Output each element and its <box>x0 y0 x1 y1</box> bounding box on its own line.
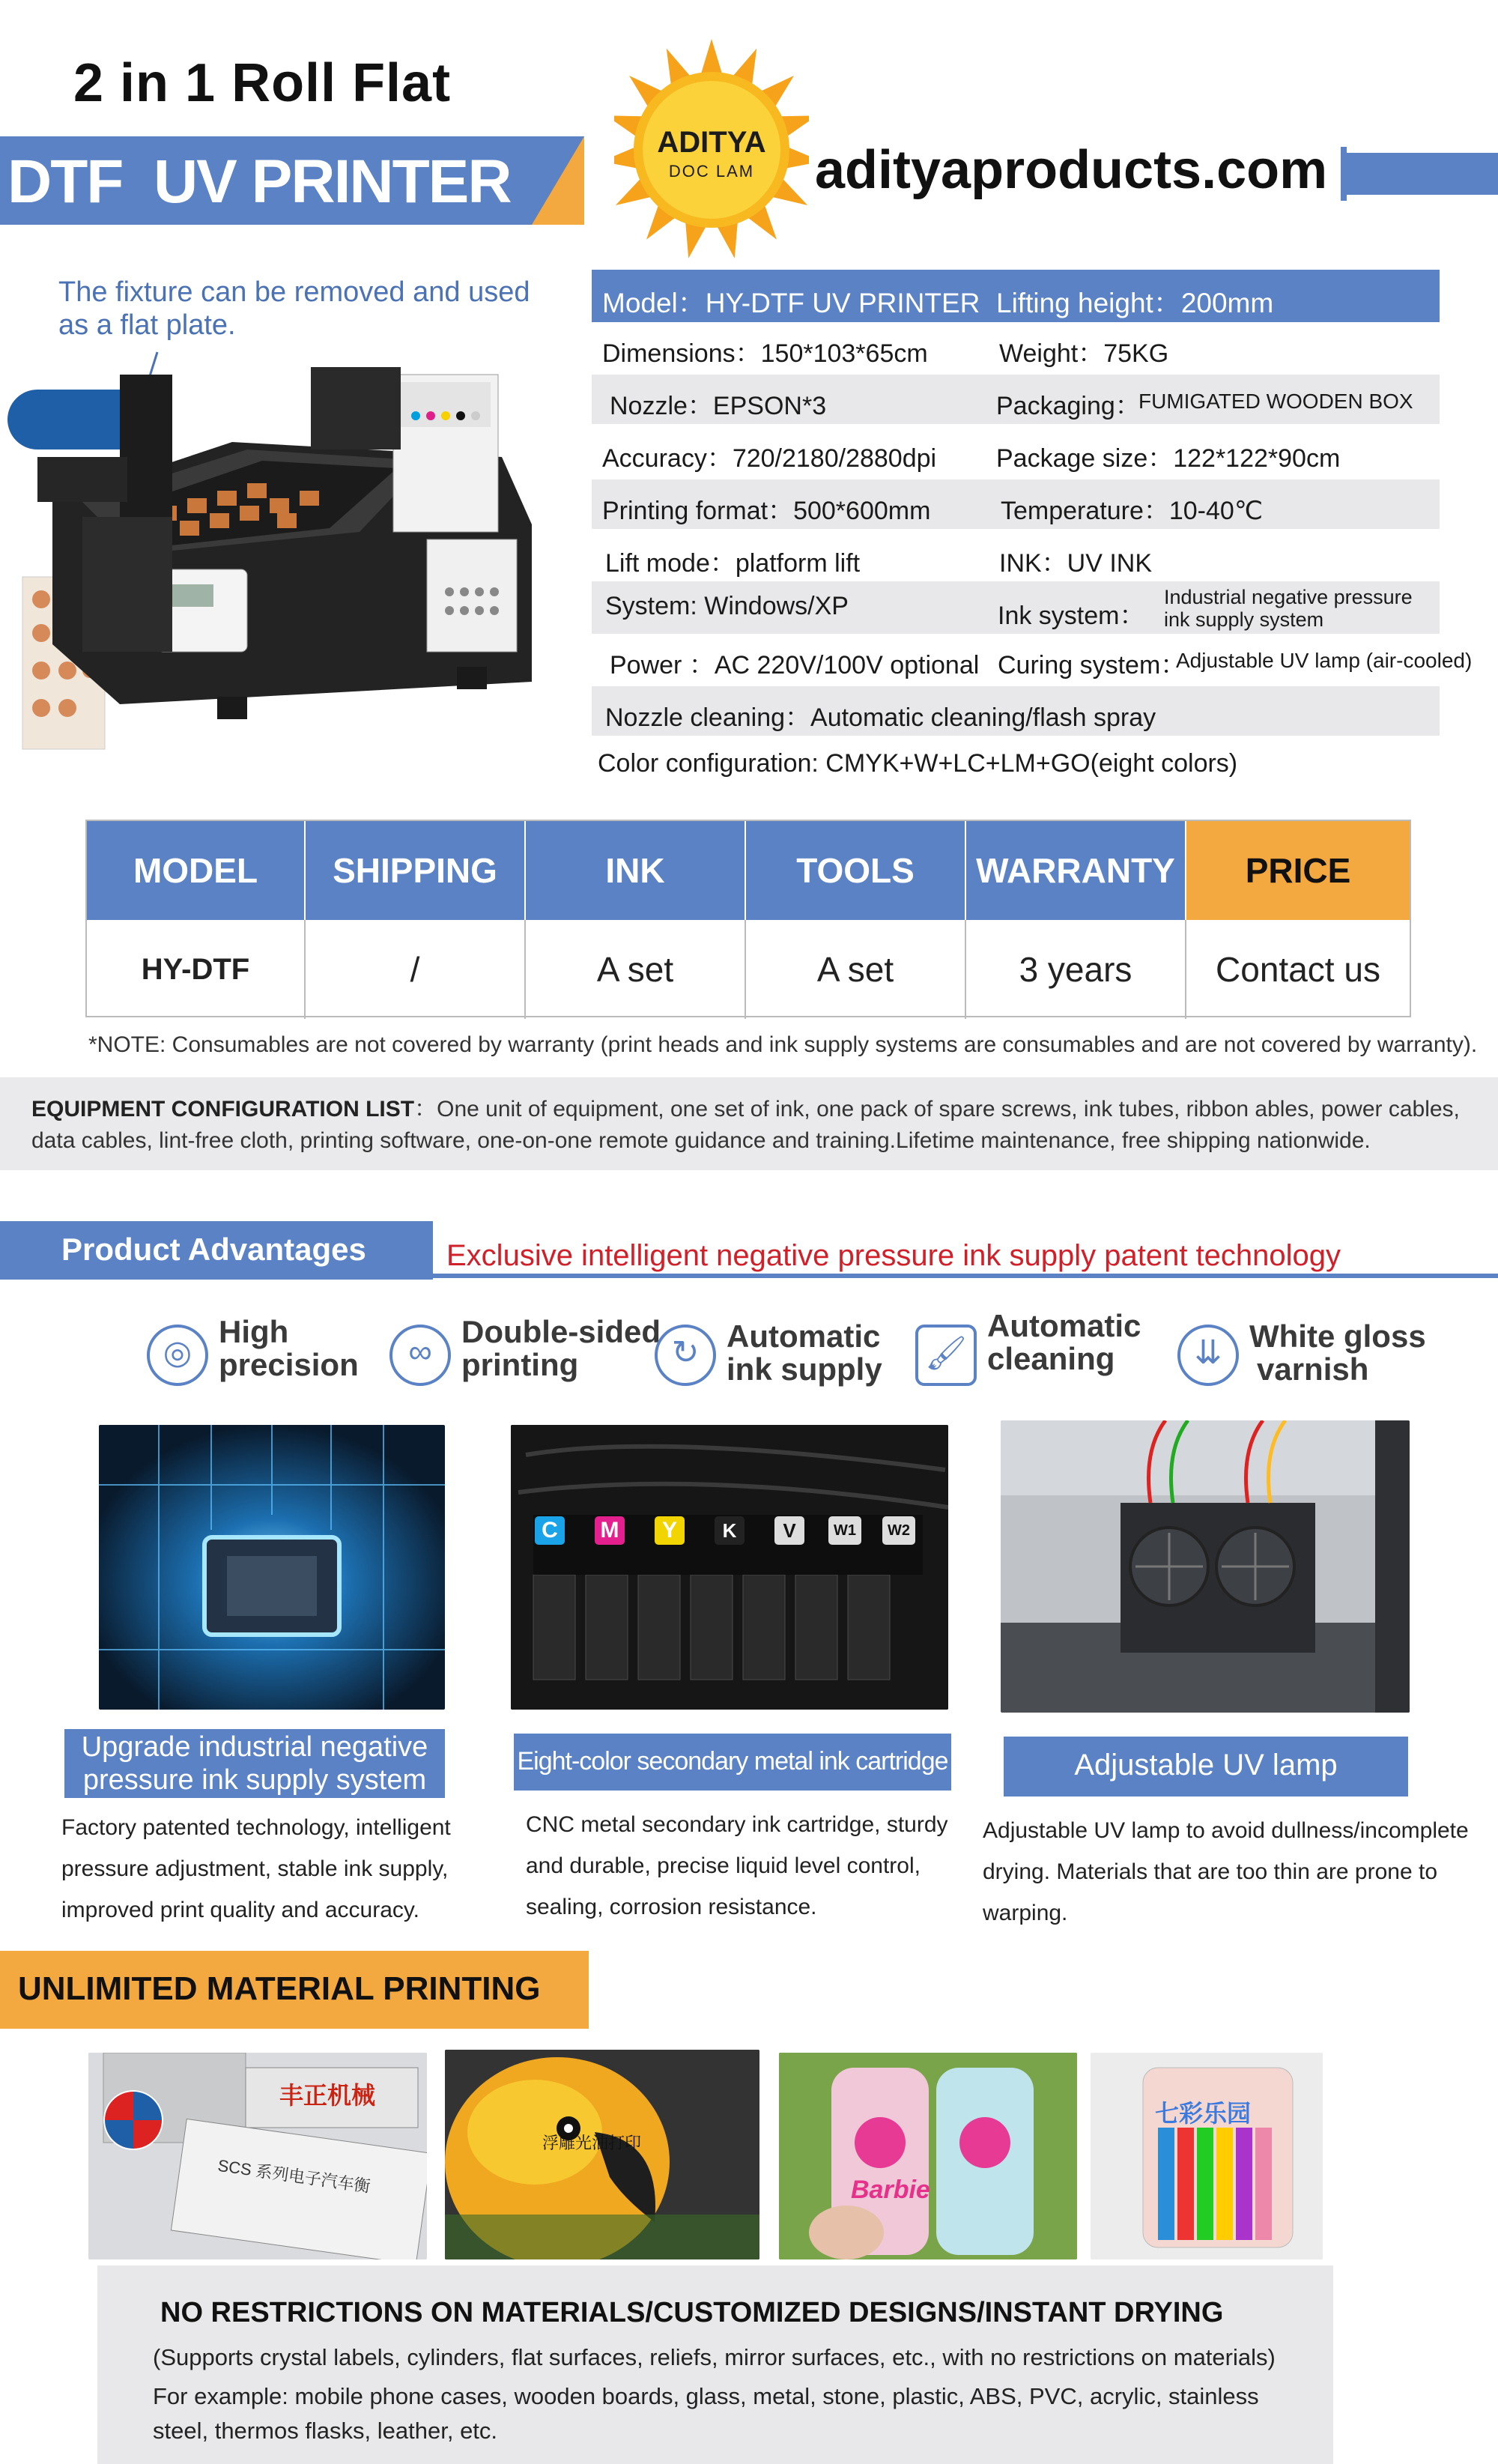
materials-line-2: For example: mobile phone cases, wooden boards, glass, metal, stone, plastic, ABS, PVC, acrylic, stainless steel, thermos flasks, leather, etc. <box>153 2383 1259 2444</box>
spec-lift-mode: Lift mode：platform lift <box>605 549 861 578</box>
jar-sample <box>1091 2053 1323 2259</box>
spec-row-color <box>592 739 1440 788</box>
jar-text: 七彩乐园 <box>1155 2100 1252 2127</box>
feature-label <box>987 1310 1141 1375</box>
feature-label <box>1249 1320 1426 1386</box>
spec-row-lift <box>592 532 1440 581</box>
feature-line: Double-sided <box>461 1314 661 1349</box>
card-caption-ink-system: Upgrade industrial negative pressure ink supply system <box>64 1729 445 1798</box>
table-header-price: PRICE <box>1186 821 1410 920</box>
tank-label: V <box>774 1516 804 1545</box>
table-cell-model: HY-DTF <box>87 920 306 1019</box>
feature-line: precision <box>219 1347 359 1382</box>
cup-text: Barbie <box>851 2176 930 2204</box>
unlimited-banner <box>0 1951 589 2029</box>
logo-sub-text: DOC LAM <box>668 162 755 181</box>
feature-line: High <box>219 1314 289 1349</box>
feature-line: ink supply <box>727 1351 882 1387</box>
table-cell-tools: A set <box>746 920 966 1019</box>
spec-accuracy: Accuracy：720/2180/2880dpi <box>602 444 937 473</box>
feature-line: cleaning <box>987 1341 1115 1376</box>
spec-color-configuration: Color configuration: CMYK+W+LC+LM+GO(eight colors) <box>598 749 1238 778</box>
spec-packaging-value: FUMIGATED WOODEN BOX <box>1138 390 1413 413</box>
printer-image <box>7 330 584 764</box>
spec-nozzle-cleaning: Nozzle cleaning：Automatic cleaning/flash spray <box>605 703 1156 732</box>
materials-heading: NO RESTRICTIONS ON MATERIALS/CUSTOMIZED DESIGNS/INSTANT DRYING <box>160 2297 1224 2328</box>
target-icon: ◎ <box>147 1325 208 1386</box>
model-table <box>85 820 1411 1017</box>
materials-line-1: (Supports crystal labels, cylinders, flat surfaces, reliefs, mirror surfaces, etc., with no restrictions on materials) <box>153 2344 1276 2370</box>
table-cell-shipping: / <box>306 920 526 1019</box>
spec-row-system <box>592 581 1440 634</box>
card-caption-uv-lamp: Adjustable UV lamp <box>1004 1737 1408 1796</box>
table-cell-warranty: 3 years <box>966 920 1186 1019</box>
card-caption-ink-cartridge: Eight-color secondary metal ink cartridge <box>514 1734 951 1791</box>
equipment-label: EQUIPMENT CONFIGURATION LIST <box>31 1097 415 1121</box>
brush-icon: 🖌 <box>915 1325 977 1386</box>
spec-curing-value: Adjustable UV lamp (air-cooled) <box>1176 649 1473 672</box>
cups-sample <box>779 2053 1077 2259</box>
ink-cartridge-photo <box>511 1425 948 1710</box>
tank-label: M <box>595 1516 625 1545</box>
feature-line: Automatic <box>727 1319 881 1354</box>
tank-label: W1 <box>828 1516 861 1545</box>
spec-row-dimensions <box>592 322 1440 372</box>
tank-label: W2 <box>882 1516 915 1545</box>
uv-lamp-photo <box>1001 1420 1410 1713</box>
sign-series-text: SCS 系列电子汽车衡 <box>216 2155 372 2197</box>
tank-label: K <box>715 1516 745 1545</box>
website-accent-bar <box>1342 153 1498 195</box>
spec-system: System: Windows/XP <box>605 592 849 620</box>
spec-power: Power ：AC 220V/100V optional <box>610 651 980 679</box>
unlimited-title: UNLIMITED MATERIAL PRINTING <box>18 1970 541 2007</box>
table-cell-price: Contact us <box>1216 950 1380 989</box>
spec-package-size: Package size：122*122*90cm <box>996 444 1341 473</box>
advantages-banner <box>0 1221 433 1280</box>
fixture-note: The fixture can be removed and used as a flat plate. <box>58 276 530 341</box>
spec-ink: INK：UV INK <box>999 549 1153 578</box>
feature-line: varnish <box>1257 1351 1369 1387</box>
title-accent <box>532 136 584 225</box>
spec-temperature: Temperature：10-40℃ <box>1001 497 1264 525</box>
spec-packaging-label: Packaging： <box>996 392 1141 420</box>
parrot-text: 浮雕光油打印 <box>542 2134 642 2152</box>
chip-photo <box>99 1425 445 1710</box>
table-cell-ink: A set <box>526 920 746 1019</box>
spec-nozzle: Nozzle：EPSON*3 <box>610 392 827 420</box>
sign-brand-text: 丰正机械 <box>279 2082 376 2109</box>
advantages-underline <box>433 1274 1498 1278</box>
spec-dimensions: Dimensions：150*103*65cm <box>602 339 928 368</box>
tank-label: C <box>535 1516 565 1545</box>
feature-label <box>727 1320 882 1386</box>
table-header: WARRANTY <box>966 821 1186 920</box>
link-icon: ∞ <box>389 1325 451 1386</box>
table-header: INK <box>526 821 746 920</box>
spec-printing-format: Printing format：500*600mm <box>602 497 931 525</box>
logo-brand-text: ADITYA <box>657 126 766 159</box>
spec-ink-system-label: Ink system： <box>998 602 1145 630</box>
parrot-sample <box>445 2050 759 2259</box>
table-header: TOOLS <box>746 821 966 920</box>
card-desc-ink-cartridge: CNC metal secondary ink cartridge, sturdy and durable, precise liquid level control, sealing, corrosion resistance. <box>526 1812 948 1919</box>
spec-row-cleaning <box>592 686 1440 736</box>
brand-logo <box>614 37 809 262</box>
advantages-title: Product Advantages <box>61 1232 366 1267</box>
website-link[interactable]: adityaproducts.com <box>815 140 1328 200</box>
spec-model: Model：HY-DTF UV PRINTER <box>602 288 980 318</box>
table-header: SHIPPING <box>306 821 526 920</box>
feature-label <box>461 1316 661 1381</box>
spec-row-model <box>592 270 1440 322</box>
arrows-down-icon: ⇊ <box>1177 1325 1239 1386</box>
spec-ink-system-value: Industrial negative pressure ink supply system <box>1164 586 1413 631</box>
subtitle: 2 in 1 Roll Flat <box>73 53 452 113</box>
equipment-config <box>0 1077 1498 1170</box>
refresh-icon: ↻ <box>655 1325 716 1386</box>
card-desc-ink-system: Factory patented technology, intelligent pressure adjustment, stable ink supply, improved print quality and accuracy. <box>61 1815 451 1922</box>
spec-lifting-height: Lifting height：200mm <box>996 288 1274 318</box>
feature-label <box>219 1316 359 1381</box>
feature-line: White gloss <box>1249 1319 1426 1354</box>
tank-label: Y <box>655 1516 685 1545</box>
advantages-subtitle: Exclusive intelligent negative pressure ink supply patent technology <box>446 1239 1341 1272</box>
card-desc-uv-lamp: Adjustable UV lamp to avoid dullness/incomplete drying. Materials that are too thin are prone to warping. <box>983 1818 1469 1925</box>
feature-line: printing <box>461 1347 579 1382</box>
page-title: DTF UV PRINTER <box>7 148 511 216</box>
materials-info-box <box>97 2265 1333 2464</box>
table-header: MODEL <box>87 821 306 920</box>
spec-row-nozzle <box>592 375 1440 424</box>
spec-curing-label: Curing system： <box>998 651 1186 679</box>
spec-row-format <box>592 479 1440 529</box>
spec-row-accuracy <box>592 427 1440 476</box>
metal-sign-sample <box>88 2053 427 2259</box>
warranty-note: *NOTE: Consumables are not covered by warranty (print heads and ink supply systems are consumables and are not covered by warranty). <box>88 1032 1478 1057</box>
equipment-list: ：One unit of equipment, one set of ink, one pack of spare screws, ink tubes, ribbon ables, power cables, data cables, lint-free cloth, printing software, one-on-one remote guidance and training.Lifetime maintenance, free shipping nationwide. <box>31 1097 1460 1153</box>
spec-weight: Weight：75KG <box>999 339 1169 368</box>
feature-line: Automatic <box>987 1308 1141 1343</box>
title-banner <box>0 136 584 225</box>
equipment-text <box>31 1094 1477 1157</box>
spec-row-power <box>592 634 1473 683</box>
